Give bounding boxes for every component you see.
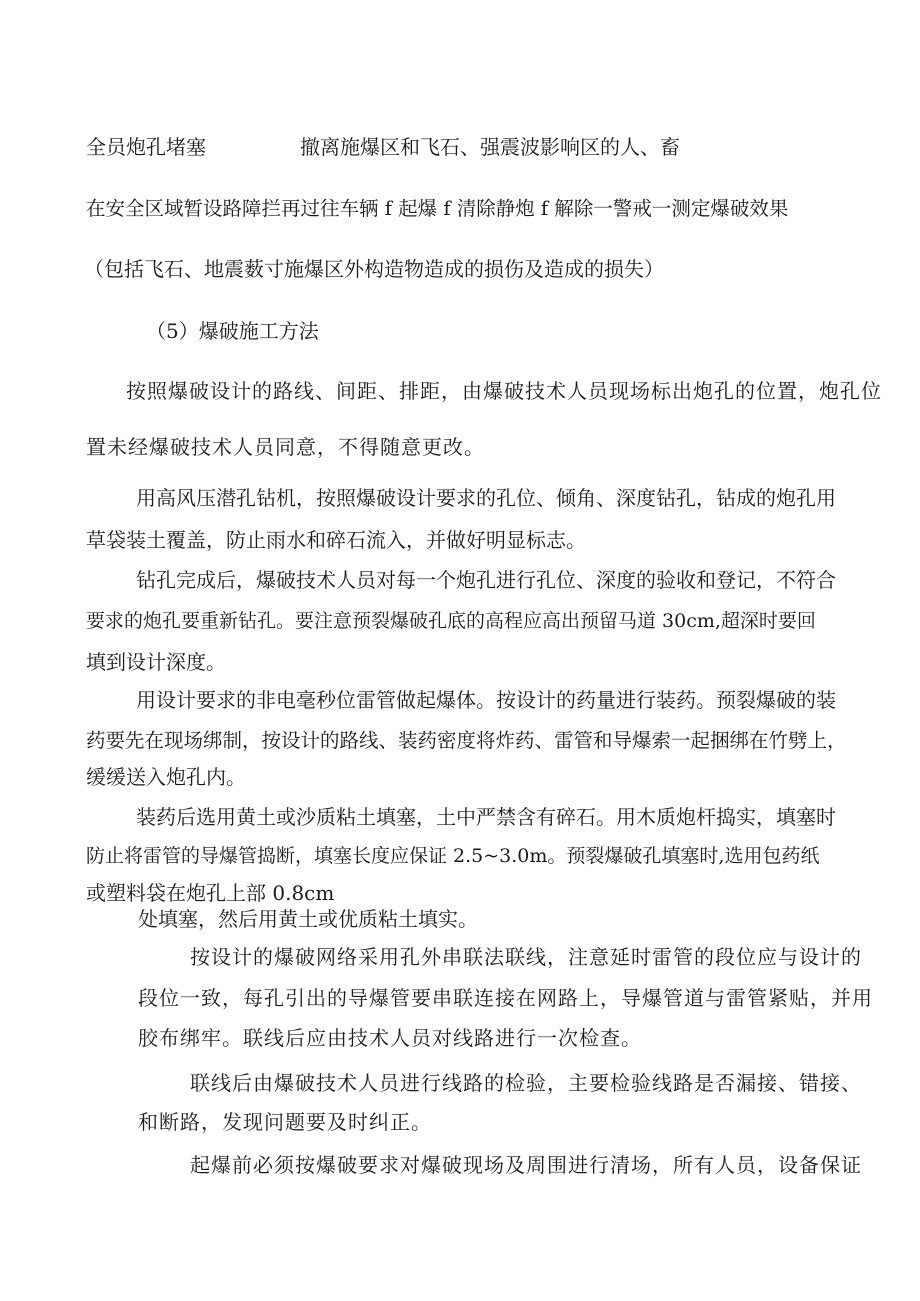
paragraph-line: 要求的炮孔要重新钻孔。要注意预裂爆破孔底的高程应高出预留马道 30cm,超深时要回 — [86, 610, 816, 632]
paragraph-line: 联线后由爆破技术人员进行线路的检验，主要检验线路是否漏接、错接、 — [190, 1071, 862, 1095]
paragraph-line: 草袋装土覆盖，防止雨水和碎石流入，并做好明显标志。 — [86, 528, 586, 552]
paragraph-line: 按设计的爆破网络采用孔外串联法联线，注意延时雷管的段位应与设计的 — [190, 945, 862, 969]
paragraph-line: 处填塞，然后用黄土或优质粘土填实。 — [138, 907, 478, 931]
header-line-3: （包括飞石、地震薮寸施爆区外构造物造成的损伤及造成的损失） — [84, 257, 664, 281]
paragraph-line: 胶布绑牢。联线后应由技术人员对线路进行一次检查。 — [138, 1026, 642, 1050]
paragraph-line: 段位一致，每孔引出的导爆管要串联连接在网路上，导爆管道与雷管紧贴，并用 — [138, 986, 873, 1010]
paragraph-line: 防止将雷管的导爆管捣断，填塞长度应保证 2.5~3.0m。预裂爆破孔填塞时,选用包药纸 — [86, 845, 820, 867]
paragraph-line: 按照爆破设计的路线、间距、排距，由爆破技术人员现场标出炮孔的位置，炮孔位 — [126, 379, 882, 403]
header-line-1-left: 全员炮孔堵塞 — [86, 135, 206, 159]
paragraph-line: 装药后选用黄土或沙质粘土填塞，土中严禁含有碎石。用木质炮杆捣实，填塞时 — [136, 805, 836, 829]
paragraph-line: 或塑料袋在炮孔上部 0.8cm — [86, 881, 335, 905]
paragraph-line: 用高风压潜孔钻机，按照爆破设计要求的孔位、倾角、深度钻孔，钻成的炮孔用 — [136, 486, 836, 510]
paragraph-line: 置未经爆破技术人员同意，不得随意更改。 — [86, 435, 485, 459]
paragraph-line: 填到设计深度。 — [86, 650, 226, 674]
paragraph-line: 钻孔完成后，爆破技术人员对每一个炮孔进行孔位、深度的验收和登记，不符合 — [136, 568, 836, 592]
paragraph-line: 用设计要求的非电毫秒位雷管做起爆体。按设计的药量进行装药。预裂爆破的装 — [136, 688, 836, 712]
header-line-2: 在安全区域暂设路障拦再过往车辆 f 起爆 f 清除静炮 f 解除一警戒一测定爆破效果 — [86, 197, 789, 220]
paragraph-line: 药要先在现场绑制，按设计的路线、装药密度将炸药、雷管和导爆索一起捆绑在竹劈上， — [86, 729, 847, 752]
header-line-1-right: 撤离施爆区和飞石、强震波影响区的人、畜 — [300, 135, 680, 159]
section-heading: （5）爆破施工方法 — [146, 319, 319, 343]
paragraph-line: 和断路，发现问题要及时纠正。 — [138, 1110, 432, 1134]
paragraph-line: 缓缓送入炮孔内。 — [86, 765, 246, 789]
paragraph-line: 起爆前必须按爆破要求对爆破现场及周围进行清场，所有人员，设备保证 — [190, 1153, 862, 1177]
